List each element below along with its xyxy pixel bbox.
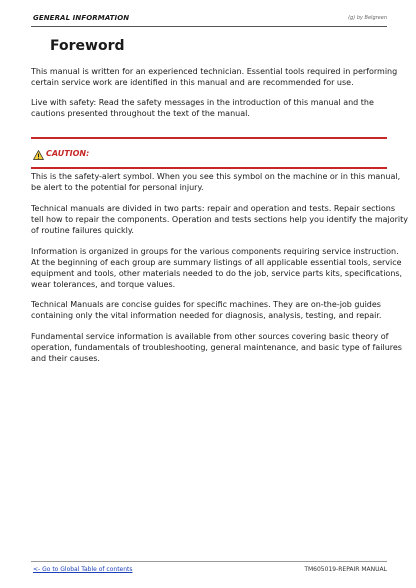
- body-paragraph-1: [31, 171, 401, 193]
- warning-triangle-icon: [33, 149, 44, 161]
- text-line: tell how to repair the components. Operation and tests sections help you identify the majority: [31, 215, 409, 224]
- text-line: wear tolerances, and torque values.: [31, 280, 176, 289]
- text-line: and their causes.: [31, 354, 100, 363]
- page-header: [31, 12, 387, 27]
- text-line: Live with safety: Read the safety messages in the introduction of this manual and the: [31, 98, 374, 107]
- page-title: Foreword: [50, 38, 125, 54]
- body-paragraph-5: [31, 331, 402, 364]
- text-line: operation, fundamentals of troubleshooting, general maintenance, and basic type of failures: [31, 343, 402, 352]
- text-line: cautions presented throughout the text of the manual.: [31, 109, 250, 118]
- text-line: This manual is written for an experienced technician. Essential tools required in performing: [31, 67, 398, 76]
- text-line: certain service work are identified in this manual and are recommended for use.: [31, 78, 354, 87]
- text-line: containing only the vital information needed for diagnosis, analysis, testing, and repair.: [31, 311, 382, 320]
- text-line: This is the safety-alert symbol. When you see this symbol on the machine or in this manual,: [31, 172, 401, 181]
- text-line: be alert to the potential for personal injury.: [31, 183, 204, 192]
- caution-banner: [31, 137, 387, 169]
- body-paragraph-4: [31, 299, 391, 321]
- body-paragraph-3: [31, 246, 403, 290]
- section-title: GENERAL INFORMATION: [33, 14, 130, 22]
- intro-paragraph-2: [31, 97, 391, 119]
- intro-paragraph-1: [31, 66, 398, 88]
- text-line: of routine failures quickly.: [31, 226, 134, 235]
- text-line: Technical manuals are divided in two parts: repair and operation and tests. Repair sections: [31, 204, 396, 213]
- text-line: At the beginning of each group are summary listings of all applicable essential tools, service: [31, 258, 402, 267]
- document-id: TM605019-REPAIR MANUAL: [304, 566, 387, 573]
- text-line: Technical Manuals are concise guides for specific machines. They are on-the-job guides: [31, 300, 381, 309]
- page-footer: [31, 561, 387, 580]
- global-toc-link[interactable]: <- Go to Global Table of contents: [33, 566, 133, 573]
- text-line: Fundamental service information is available from other sources covering basic theory of: [31, 332, 389, 341]
- body-paragraph-2: [31, 203, 409, 236]
- caution-label: CAUTION:: [46, 149, 90, 158]
- header-credit: (g) by Belgreen: [348, 15, 387, 21]
- text-line: equipment and tools, other materials needed to do the job, service parts kits, specifications,: [31, 269, 403, 278]
- text-line: Information is organized in groups for the various components requiring service instruction.: [31, 247, 399, 256]
